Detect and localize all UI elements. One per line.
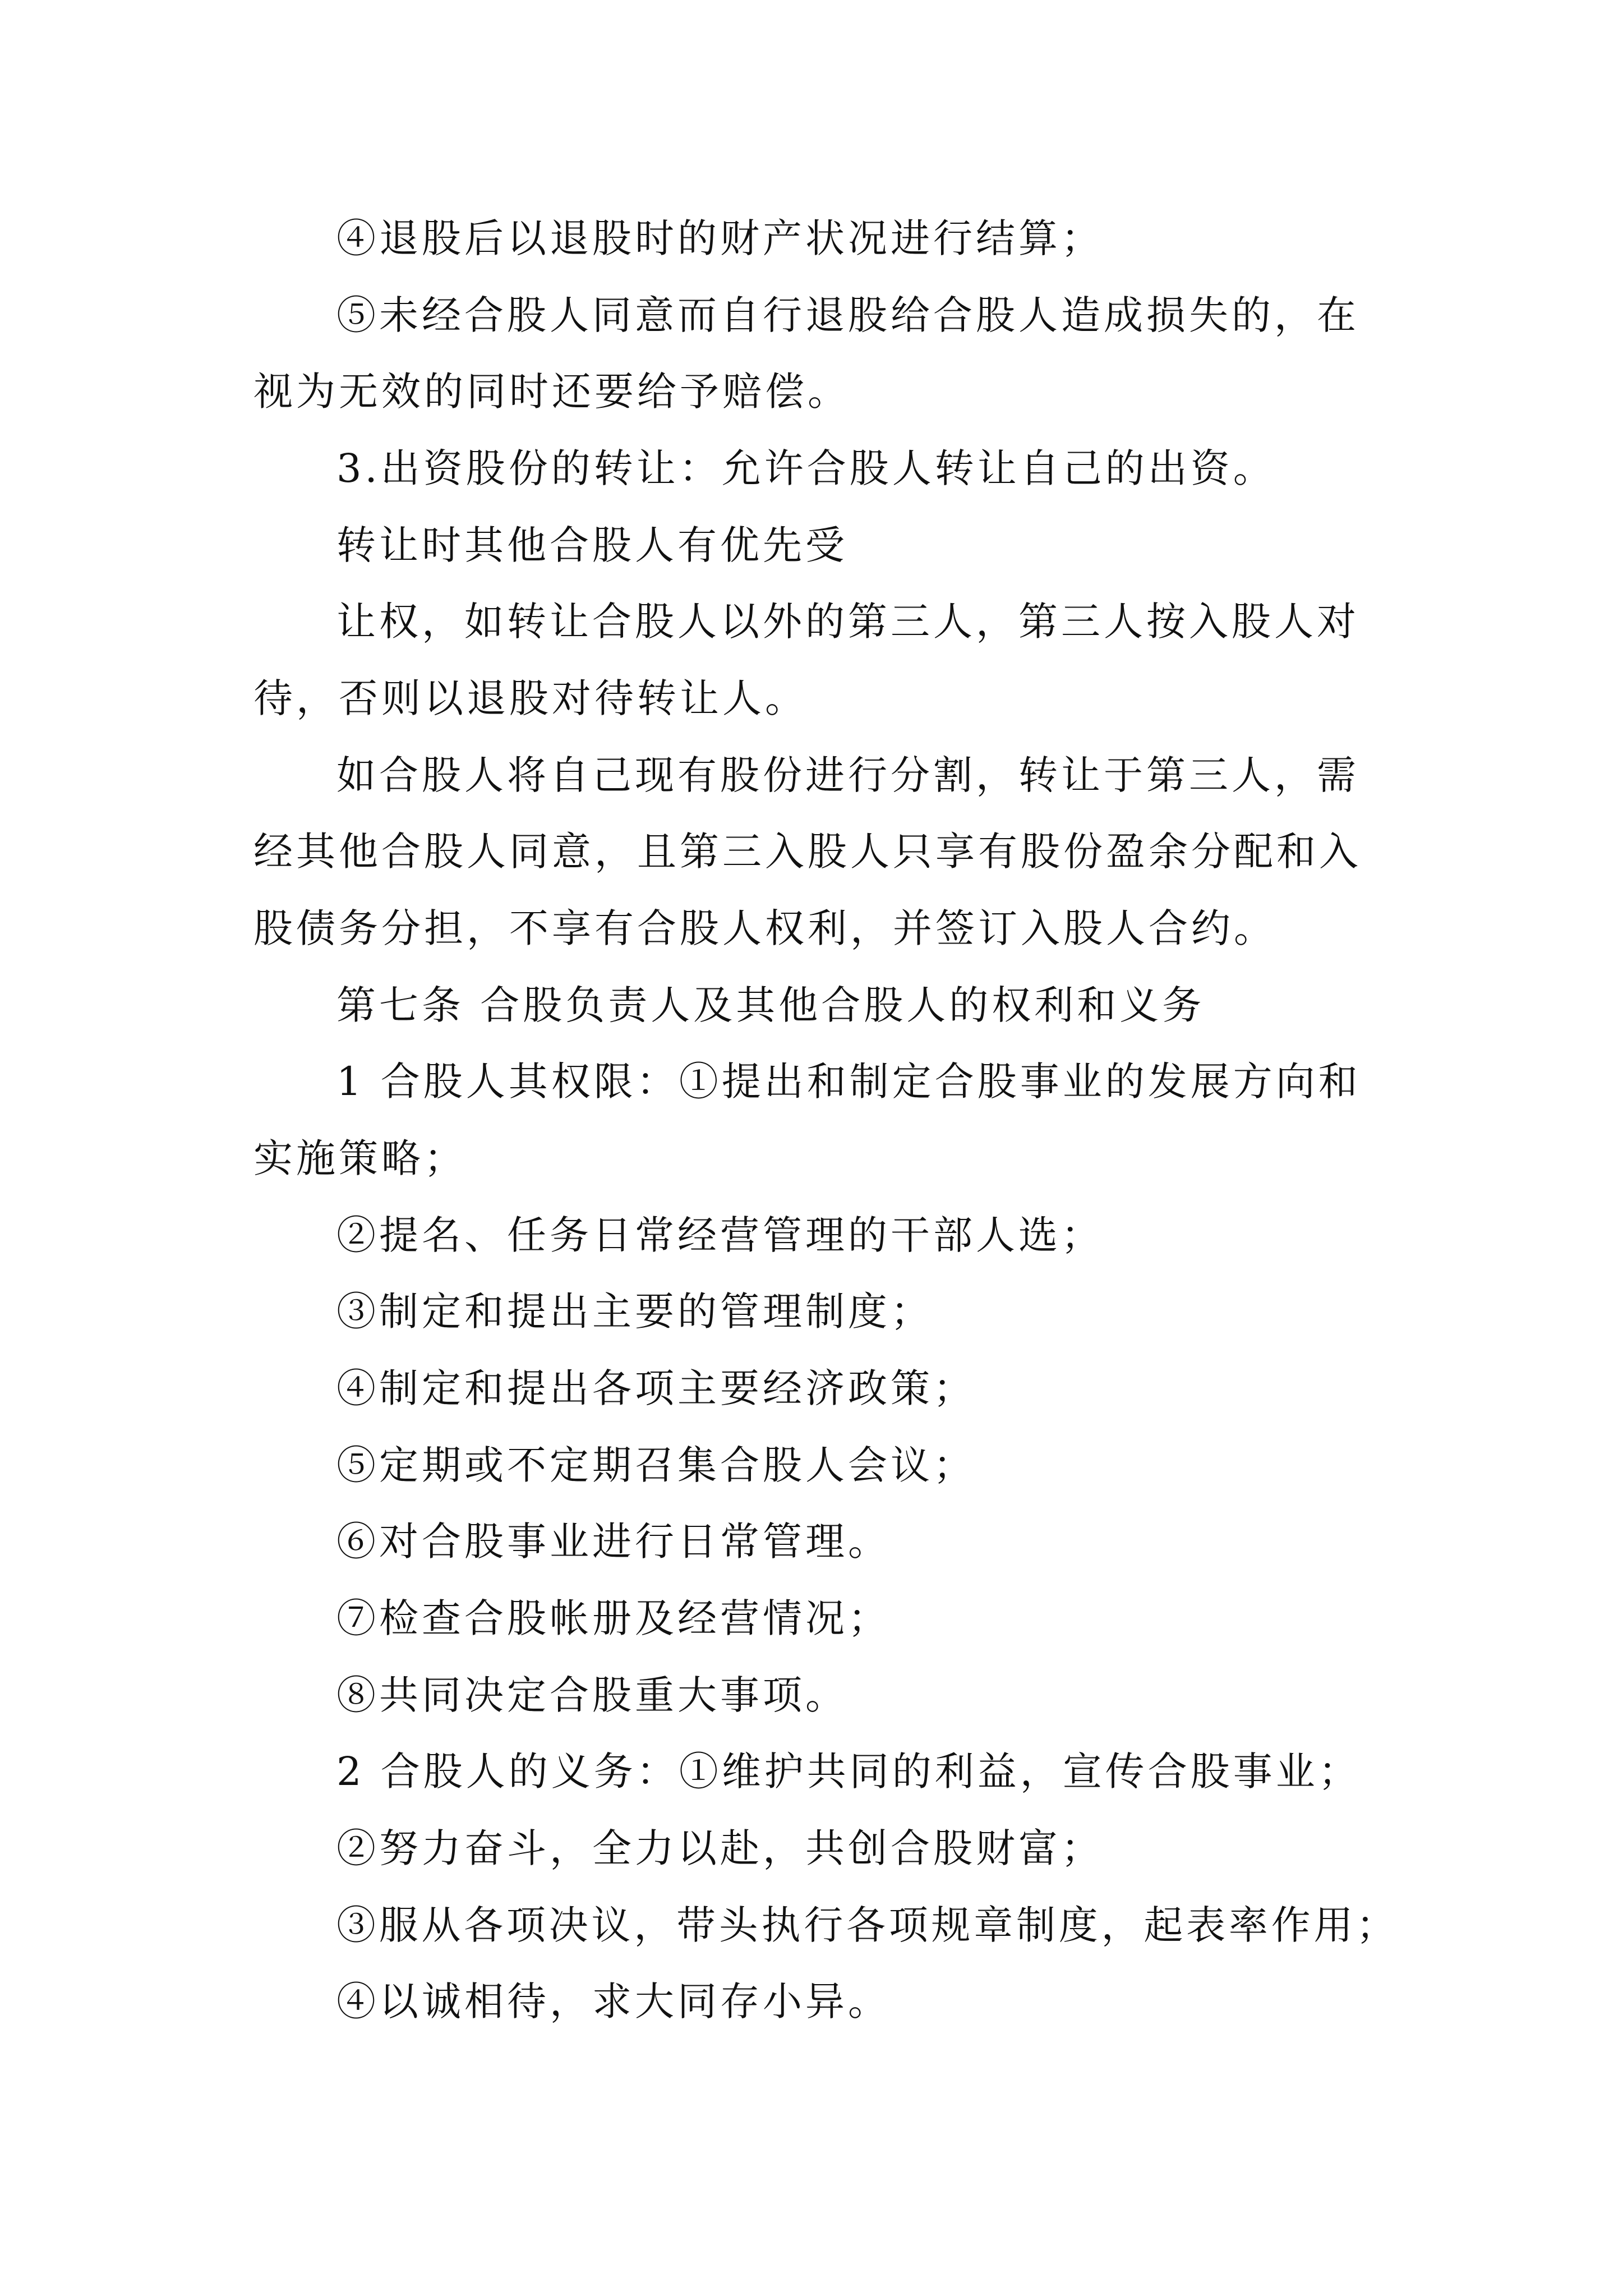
text-line: ②努力奋斗，全力以赴，共创合股财富；	[336, 1825, 1104, 1871]
text-line: ⑤定期或不定期召集合股人会议；	[336, 1442, 976, 1488]
text-line: ③制定和提出主要的管理制度；	[336, 1289, 933, 1335]
text-line: ⑥对合股事业进行日常管理。	[336, 1519, 891, 1565]
text-line: 股债务分担，不享有合股人权利，并签订入股人合约。	[253, 905, 1276, 951]
text-line: ⑧共同决定合股重大事项。	[336, 1672, 848, 1718]
text-line: 视为无效的同时还要给予赔偿。	[253, 369, 850, 415]
text-line: 转让时其他合股人有优先受	[336, 522, 848, 568]
text-line: 第七条 合股负责人及其他合股人的权利和义务	[336, 982, 1205, 1028]
text-line: 如合股人将自己现有股份进行分割，转让于第三人，需	[336, 752, 1359, 798]
text-line: ②提名、任务日常经营管理的干部人选；	[336, 1212, 1104, 1258]
text-line: 3.出资股份的转让：允许合股人转让自己的出资。	[336, 445, 1276, 491]
text-line: 让权，如转让合股人以外的第三人，第三人按入股人对	[336, 599, 1359, 645]
text-line: 1 合股人其权限：①提出和制定合股事业的发展方向和	[336, 1059, 1361, 1105]
text-line: ④制定和提出各项主要经济政策；	[336, 1365, 976, 1411]
text-line: 2 合股人的义务：①维护共同的利益，宣传合股事业；	[336, 1749, 1361, 1795]
text-line: ③服从各项决议，带头执行各项规章制度，起表率作用；	[336, 1902, 1399, 1948]
text-line: 经其他合股人同意，且第三入股人只享有股份盈余分配和入	[253, 829, 1362, 875]
text-line: ④退股后以退股时的财产状况进行结算；	[336, 215, 1104, 261]
text-line: 待，否则以退股对待转让人。	[253, 675, 808, 721]
text-line: ⑦检查合股帐册及经营情况；	[336, 1595, 891, 1641]
text-line: 实施策略；	[253, 1135, 467, 1181]
text-line: ⑤未经合股人同意而自行退股给合股人造成损失的，在	[336, 292, 1359, 338]
text-line: ④以诚相待，求大同存小异。	[336, 1978, 891, 2024]
